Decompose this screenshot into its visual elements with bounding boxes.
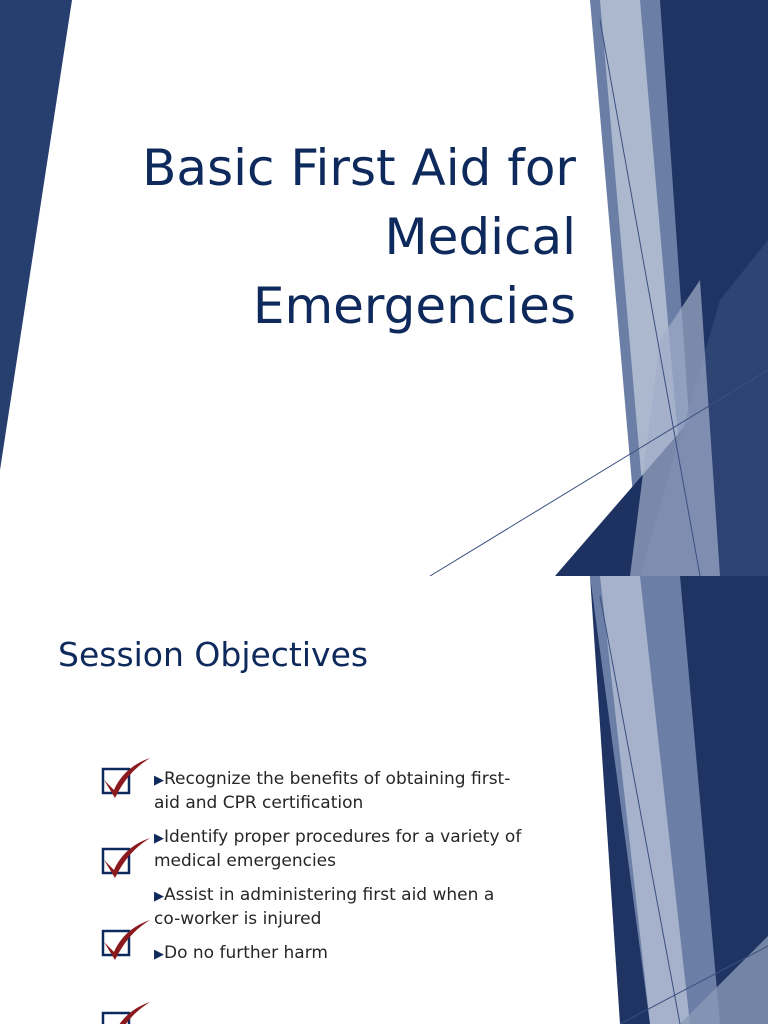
title-line-1: Basic First Aid for: [142, 139, 576, 197]
section-title: Session Objectives: [58, 635, 369, 674]
check-icon: [100, 918, 152, 962]
objective-text: Do no further harm: [164, 943, 328, 963]
objective-item: [154, 942, 524, 966]
objective-text: Recognize the benefits of obtaining first-aid and CPR certification: [154, 769, 511, 813]
check-icon: [100, 756, 152, 800]
title-line-2: Medical: [384, 208, 576, 266]
objective-text: Assist in administering first aid when a co-worker is injured: [154, 885, 495, 929]
title-line-3: Emergencies: [252, 277, 576, 335]
objective-item: [154, 826, 524, 873]
slide-title: [142, 134, 576, 341]
triangle-bullet-icon: ▶: [154, 831, 164, 846]
check-icon: [100, 1000, 152, 1024]
objective-item: [154, 884, 524, 931]
objective-item: [154, 768, 524, 815]
objective-text: Identify proper procedures for a variety of medical emergencies: [154, 827, 522, 871]
left-navy-band: [0, 0, 72, 470]
triangle-bullet-icon: ▶: [154, 947, 164, 962]
check-icon: [100, 836, 152, 880]
triangle-bullet-icon: ▶: [154, 773, 164, 788]
objectives-slide: [0, 576, 768, 1024]
triangle-bullet-icon: ▶: [154, 889, 164, 904]
